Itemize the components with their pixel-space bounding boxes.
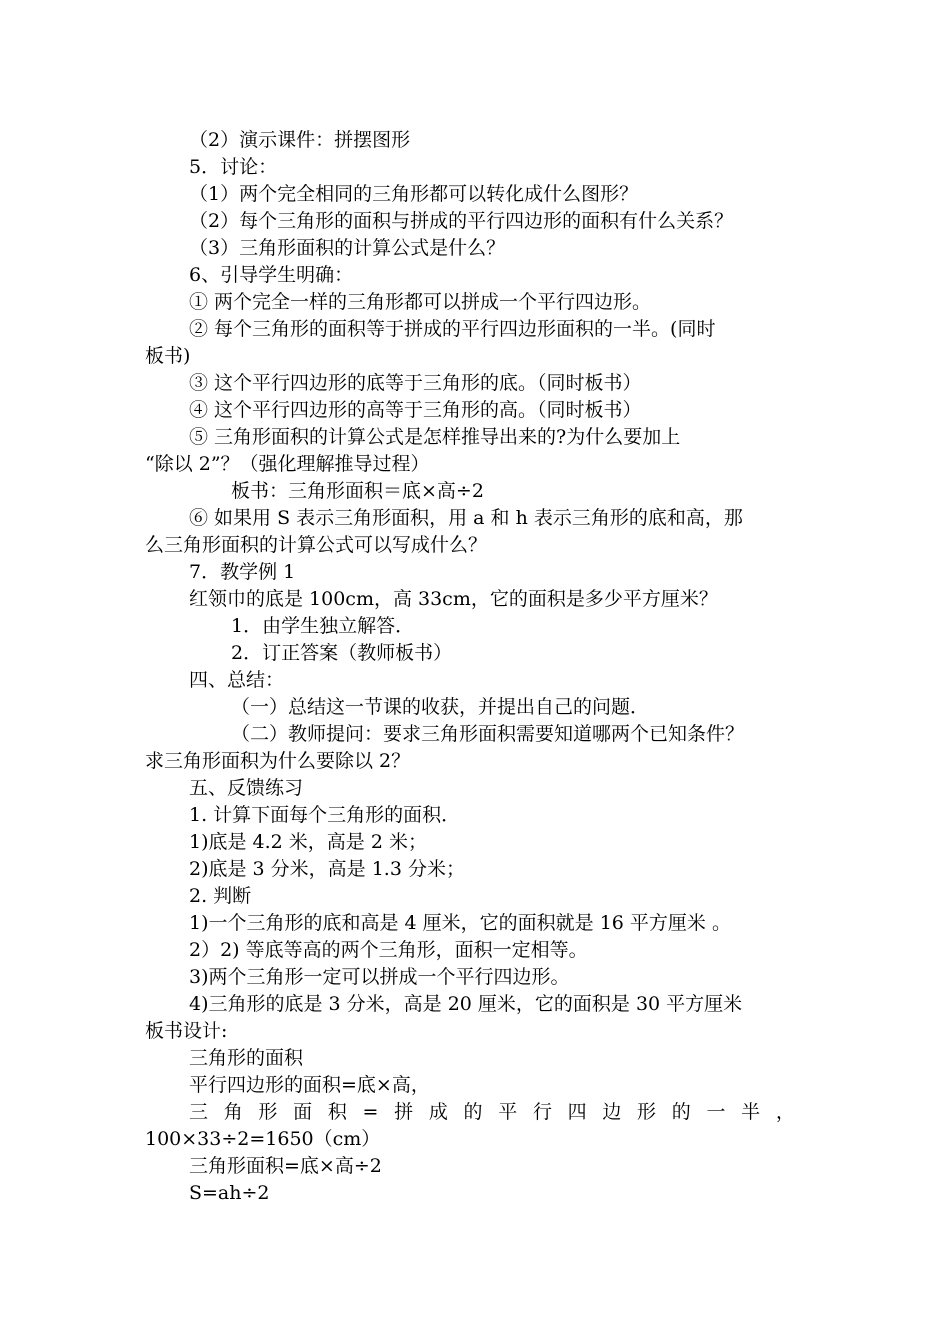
- spread-char: 四: [567, 1101, 587, 1123]
- text-line: 2）2) 等底等高的两个三角形，面积一定相等。: [189, 939, 588, 961]
- text-line: 1)一个三角形的底和高是 4 厘米，它的面积就是 16 平方厘米 。: [189, 912, 731, 934]
- spread-char: 形: [258, 1101, 278, 1123]
- text-line: （3）三角形面积的计算公式是什么？: [189, 237, 506, 259]
- text-line: 1．由学生独立解答．: [231, 615, 415, 637]
- text-line: （2）演示课件：拼摆图形: [189, 129, 411, 151]
- text-line: 6、引导学生明确：: [189, 264, 354, 286]
- text-line: 红领巾的底是 100cm，高 33cm，它的面积是多少平方厘米？: [189, 588, 718, 610]
- spread-char: 的: [671, 1101, 691, 1123]
- text-line: 板书): [145, 345, 191, 367]
- spread-char: 面: [293, 1101, 313, 1123]
- spread-char: =: [362, 1101, 379, 1123]
- text-line: ④ 这个平行四边形的高等于三角形的高。（同时板书）: [189, 399, 642, 421]
- text-line: （2）每个三角形的面积与拼成的平行四边形的面积有什么关系？: [189, 210, 734, 232]
- text-line: 2)底是 3 分米，高是 1.3 分米；: [189, 858, 465, 880]
- text-line: 三角形面积=底×高÷2: [189, 1155, 382, 1177]
- text-line: 2. 判断: [189, 885, 252, 907]
- spread-char: 拼: [394, 1101, 414, 1123]
- text-line: 平行四边形的面积=底×高，: [189, 1074, 430, 1096]
- spread-char: 三: [189, 1101, 209, 1123]
- spread-char: 边: [602, 1101, 622, 1123]
- text-line: 7．教学例 1: [189, 561, 296, 583]
- text-line: （二）教师提问：要求三角形面积需要知道哪两个已知条件？: [231, 723, 745, 745]
- spread-char: 平: [498, 1101, 518, 1123]
- spread-text-line: [189, 1099, 795, 1125]
- text-line: 2．订正答案（教师板书）: [231, 642, 453, 664]
- text-line: 五、反馈练习: [189, 777, 304, 799]
- spread-char: 成: [428, 1101, 448, 1123]
- text-line: 3)两个三角形一定可以拼成一个平行四边形。: [189, 966, 570, 988]
- spread-char: 形: [637, 1101, 657, 1123]
- spread-char: 一: [706, 1101, 726, 1123]
- text-line: 4)三角形的底是 3 分米，高是 20 厘米，它的面积是 30 平方厘米: [189, 993, 743, 1015]
- text-line: ② 每个三角形的面积等于拼成的平行四边形面积的一半。(同时: [189, 318, 716, 340]
- text-line: 板书：三角形面积＝底×高÷2: [231, 480, 484, 502]
- text-line: 100×33÷2=1650（cm）: [145, 1128, 381, 1150]
- text-line: 么三角形面积的计算公式可以写成什么？: [145, 534, 488, 556]
- spread-char: 积: [327, 1101, 347, 1123]
- text-line: 求三角形面积为什么要除以 2？: [145, 750, 411, 772]
- spread-char: ，: [775, 1101, 795, 1123]
- spread-char: 的: [463, 1101, 483, 1123]
- text-line: 5．讨论：: [189, 156, 278, 178]
- text-line: 1)底是 4.2 米，高是 2 米；: [189, 831, 427, 853]
- text-line: 板书设计:: [145, 1020, 228, 1042]
- text-line: （一）总结这一节课的收获，并提出自己的问题．: [231, 696, 650, 718]
- text-line: “除以 2”？（强化理解推导过程）: [145, 453, 430, 475]
- text-line: 四、总结：: [189, 669, 285, 691]
- text-line: 1. 计算下面每个三角形的面积．: [189, 804, 461, 826]
- text-line: （1）两个完全相同的三角形都可以转化成什么图形？: [189, 183, 639, 205]
- spread-char: 角: [223, 1101, 243, 1123]
- text-line: S=ah÷2: [189, 1182, 270, 1204]
- text-line: ① 两个完全一样的三角形都可以拼成一个平行四边形。: [189, 291, 652, 313]
- spread-char: 半: [741, 1101, 761, 1123]
- text-line: ⑤ 三角形面积的计算公式是怎样推导出来的?为什么要加上: [189, 426, 681, 448]
- spread-char: 行: [532, 1101, 552, 1123]
- text-line: 三角形的面积: [189, 1047, 304, 1069]
- text-line: ⑥ 如果用 S 表示三角形面积，用 a 和 h 表示三角形的底和高，那: [189, 507, 743, 529]
- text-line: ③ 这个平行四边形的底等于三角形的底。（同时板书）: [189, 372, 642, 394]
